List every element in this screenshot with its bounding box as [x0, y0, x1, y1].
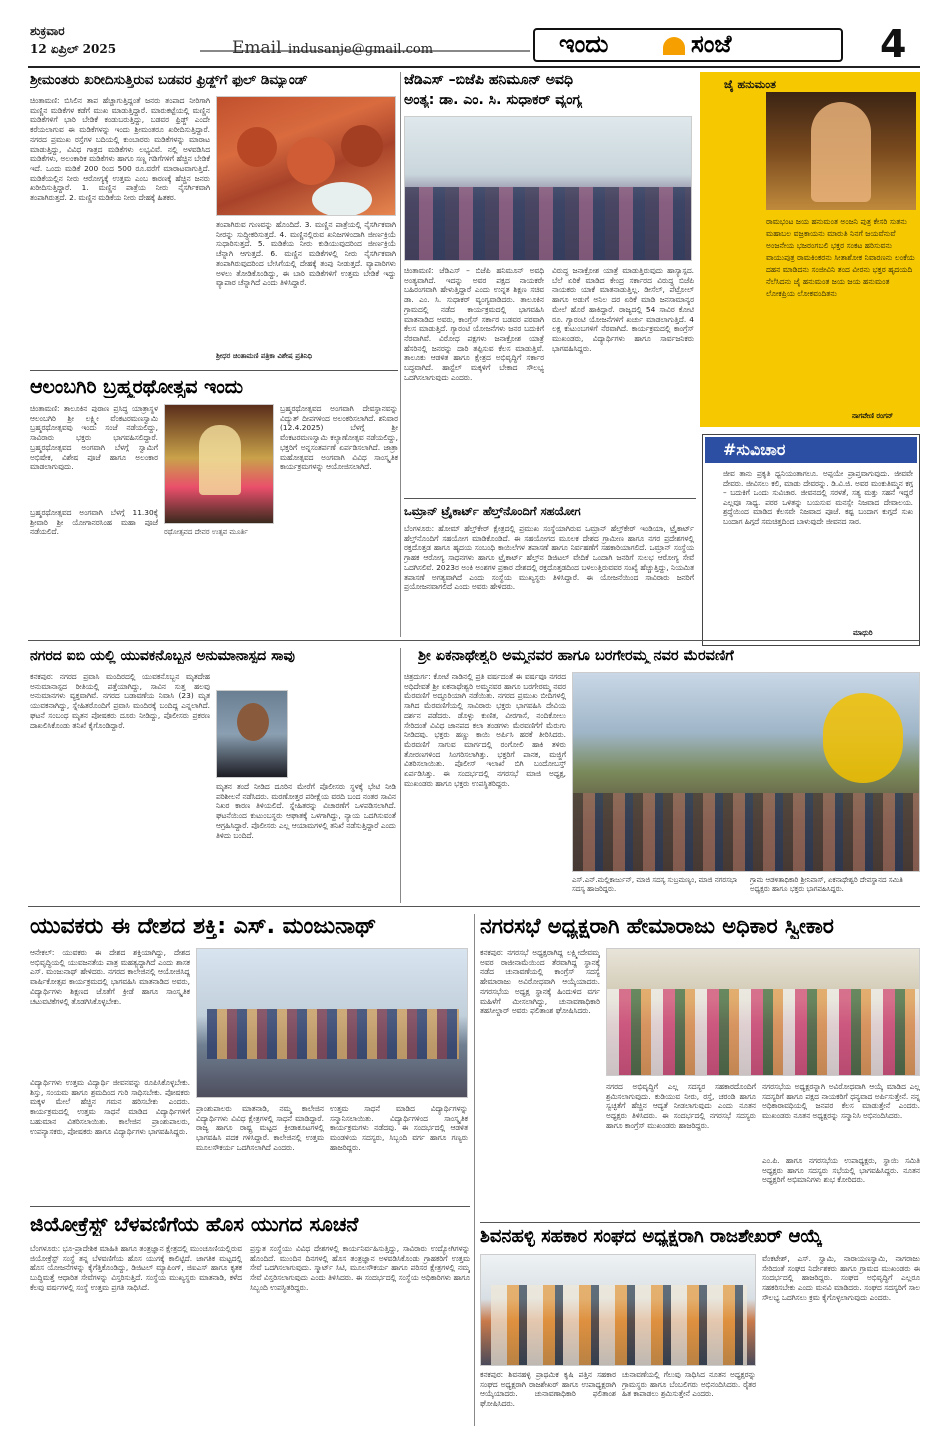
hanuman-author: ನಾಗವೇಣಿ ರಂಗನ್	[852, 412, 894, 420]
newspaper-logo	[533, 28, 843, 62]
article-alambagiri-body1: ಚಿಂತಾಮಣಿ: ತಾಲೂಕಿನ ಪುರಾಣ ಪ್ರಸಿದ್ಧ ಯಾತ್ರಾಸ್ಥಳ ಆಲಂಬಗಿರಿ ಶ್ರೀ ಲಕ್ಷ್ಮೀ ವೆಂಕಟರಮಣಸ್ವಾಮಿ ಬ್ರಹ್ಮರಥೋತ್ಸವವು ಇಂದು ಸಂಜೆ ನಡೆಯಲಿದ್ದು, ಸಾವಿರಾರು ಭಕ್ತರು ಭಾಗವಹಿಸಲಿದ್ದಾರೆ. ಬ್ರಹ್ಮರಥೋತ್ಸವದ ಅಂಗವಾಗಿ ಬೆಳಗ್ಗೆ ಸ್ವಾಮಿಗೆ ಅಭಿಷೇಕ, ವಿಶೇಷ ಪೂಜೆ ಹಾಗೂ ಅಲಂಕಾರ ಮಾಡಲಾಗುವುದು.	[30, 404, 158, 472]
article-jio-body2: ಪ್ರಸ್ತುತ ಸಂಸ್ಥೆಯು ವಿವಿಧ ದೇಶಗಳಲ್ಲಿ ಕಾರ್ಯನಿರ್ವಹಿಸುತ್ತಿದ್ದು, ಸಾವಿರಾರು ಉದ್ಯೋಗಿಗಳನ್ನು ಹೊಂದಿದೆ. ಮುಂದಿನ ದಿನಗಳಲ್ಲಿ ಹೊಸ ತಂತ್ರಜ್ಞಾನ ಅಳವಡಿಸಿಕೊಂಡು ಗ್ರಾಹಕರಿಗೆ ಉತ್ತಮ ಸೇವೆ ಒದಗಿಸಲಾಗುವುದು. ಸ್ಮಾರ್ಟ್ ಸಿಟಿ, ಮೂಲಸೌಕರ್ಯ ಹಾಗೂ ಪರಿಸರ ಕ್ಷೇತ್ರಗಳಲ್ಲಿ ನಮ್ಮ ಸೇವೆ ವಿಸ್ತರಿಸಲಾಗುವುದು ಎಂದು ತಿಳಿಸಿದರು. ಈ ಸಂದರ್ಭದಲ್ಲಿ ಸಂಸ್ಥೆಯ ಅಧಿಕಾರಿಗಳು ಹಾಗೂ ಸಿಬ್ಬಂದಿ ಉಪಸ್ಥಿತರಿದ್ದರು.	[250, 1244, 470, 1292]
suvichara-box	[702, 434, 920, 646]
photo-jds-group	[404, 116, 692, 261]
hanuman-figure	[811, 102, 871, 202]
article-fridge-body2: ತಂಪಾಗಿರುವ ಗುಣವನ್ನು ಹೊಂದಿದೆ. 3. ಮಣ್ಣಿನ ಪಾತ್ರೆಯಲ್ಲಿ ನೈಸರ್ಗಿಕವಾಗಿ ನೀರನ್ನು ಸುದ್ಧೀಕರಿಸುತ್ತದೆ. 4. ಮಣ್ಣಿನಲ್ಲಿರುವ ಖನಿಜಗಳಿಂದಾಗಿ ಜೀರ್ಣಕ್ರಿಯೆ ಸುಧಾರಿಸುತ್ತದೆ. 5. ಮಡಿಕೆಯ ನೀರು ಕುಡಿಯುವುದರಿಂದ ಜೀರ್ಣಕ್ರಿಯೆ ಚೆನ್ನಾಗಿ ಆಗುತ್ತದೆ. 6. ಮಣ್ಣಿನ ಮಡಿಕೆಗಳಲ್ಲಿ ನೀರು ನೈಸರ್ಗಿಕವಾಗಿ ತಂಪಾಗಿರುವುದರಿಂದ ಬೇಸಿಗೆಯಲ್ಲಿ ದೇಹಕ್ಕೆ ತಂಪು ನೀಡುತ್ತದೆ. ವ್ಯಾಪಾರಿಗಳು ಅಳಲು ತೋಡಿಕೊಂಡಿದ್ದು, ಈ ಬಾರಿ ಮಡಿಕೆಗಳಿಗೆ ಉತ್ತಮ ಬೇಡಿಕೆ ಇದ್ದು ವ್ಯಾಪಾರ ಚೆನ್ನಾಗಿದೆ ಎಂದು ತಿಳಿಸಿದ್ದಾರೆ.	[216, 220, 396, 288]
article-council-body3: ನಗರಸಭೆಯ ಅಧ್ಯಕ್ಷರನ್ನಾಗಿ ಅವಿರೋಧವಾಗಿ ಆಯ್ಕೆ ಮಾಡಿದ ಎಲ್ಲ ಸದಸ್ಯರಿಗೆ ಹಾಗೂ ಪಕ್ಷದ ನಾಯಕರಿಗೆ ಧನ್ಯವಾದ ಅರ್ಪಿಸುತ್ತೇನೆ. ನನ್ನ ಅಧಿಕಾರಾವಧಿಯಲ್ಲಿ ಜನಪರ ಕೆಲಸ ಮಾಡುತ್ತೇನೆ ಎಂದರು. ಮುಖಂಡರು ನೂತನ ಅಧ್ಯಕ್ಷರನ್ನು ಸನ್ಮಾನಿಸಿ ಅಭಿನಂದಿಸಿದರು.	[762, 1082, 920, 1121]
suvichara-title: #ಸುವಿಚಾರ	[723, 440, 786, 459]
row-rule	[480, 1222, 920, 1223]
article-council-body2: ನಗರದ ಅಭಿವೃದ್ಧಿಗೆ ಎಲ್ಲ ಸದಸ್ಯರ ಸಹಕಾರದೊಂದಿಗೆ ಶ್ರಮಿಸಲಾಗುವುದು. ಕುಡಿಯುವ ನೀರು, ರಸ್ತೆ, ಚರಂಡಿ ಹಾಗೂ ಸ್ವಚ್ಛತೆಗೆ ಹೆಚ್ಚಿನ ಆದ್ಯತೆ ನೀಡಲಾಗುವುದು ಎಂದು ನೂತನ ಅಧ್ಯಕ್ಷರು ತಿಳಿಸಿದರು. ಈ ಸಂದರ್ಭದಲ್ಲಿ ನಗರಸಭೆ ಸದಸ್ಯರು ಹಾಗೂ ಕಾಂಗ್ರೆಸ್ ಮುಖಂಡರು ಹಾಜರಿದ್ದರು.	[606, 1082, 756, 1130]
hanuman-title: ಜೈ ಹನುಮಂತ	[724, 78, 776, 91]
article-coop-body3: ವೆಂಕಟೇಶ್, ಎಸ್. ಸ್ವಾಮಿ, ನಾರಾಯಣಸ್ವಾಮಿ, ನಾಗರಾಜು ಸೇರಿದಂತೆ ಸಂಘದ ನಿರ್ದೇಶಕರು ಹಾಗೂ ಗ್ರಾಮದ ಮುಖಂಡರು ಈ ಸಂದರ್ಭದಲ್ಲಿ ಹಾಜರಿದ್ದರು. ಸಂಘದ ಅಭಿವೃದ್ಧಿಗೆ ಎಲ್ಲರೂ ಸಹಕರಿಸಬೇಕು ಎಂದು ಮನವಿ ಮಾಡಿದರು. ಸಂಘದ ಸದಸ್ಯರಿಗೆ ಸಾಲ ಸೌಲಭ್ಯ ಒದಗಿಸಲು ಕ್ರಮ ಕೈಗೊಳ್ಳಲಾಗುವುದು ಎಂದರು.	[762, 1254, 920, 1302]
article-jds-body2: ವಿರುದ್ಧ ಜನಾಕ್ರೋಶ ಯಾತ್ರೆ ಮಾಡುತ್ತಿರುವುದು ಹಾಸ್ಯಾಸ್ಪದ. ಬೆಲೆ ಏರಿಕೆ ಮಾಡಿದ ಕೇಂದ್ರ ಸರ್ಕಾರದ ವಿರುದ್ಧ ಬಿಜೆಪಿ ನಾಯಕರು ಯಾಕೆ ಮಾತನಾಡುತ್ತಿಲ್ಲ. ಡೀಸೆಲ್, ಪೆಟ್ರೋಲ್ ಹಾಗೂ ಅಡುಗೆ ಅನಿಲ ದರ ಏರಿಕೆ ಮಾಡಿ ಜನಸಾಮಾನ್ಯರ ಮೇಲೆ ಹೊರೆ ಹಾಕಿದ್ದಾರೆ. ರಾಜ್ಯದಲ್ಲಿ 54 ಸಾವಿರ ಕೋಟಿ ರೂ. ಗ್ಯಾರಂಟಿ ಯೋಜನೆಗಳಿಗೆ ಖರ್ಚು ಮಾಡಲಾಗುತ್ತಿದೆ. 4 ಲಕ್ಷ ಕುಟುಂಬಗಳಿಗೆ ನೆರವಾಗಿದೆ. ಕಾರ್ಯಕ್ರಮದಲ್ಲಿ ಕಾಂಗ್ರೆಸ್ ಮುಖಂಡರು, ವಿದ್ಯಾರ್ಥಿಗಳು ಹಾಗೂ ಸಾರ್ವಜನಿಕರು ಭಾಗವಹಿಸಿದ್ದರು.	[552, 266, 694, 353]
photo-deity	[164, 404, 274, 524]
hanuman-poem: ರಾಮಭಂಟ ಜಯ ಹನುಮಂತ ಅಂಜನಿ ಪುತ್ರ ಕೇಸರಿ ಸುತನು ಮಹಾಬಲ ವಜ್ರಕಾಯನು ಮಾರುತಿ ನಿನಗೆ ಜಯವೆನುವೆ ಅಂಜನೇಯ ಭಜರಂಗಬಲಿ ಭಕ್ತರ ಸಂಕಟ ಹರಿಸುವನು ವಾಯುಪುತ್ರ ರಾಮಕಿಂಕರನು ಸೀತಾಶೋಕ ನಿವಾರಣನು ಲಂಕೆಯ ದಹನ ಮಾಡಿದನು ಸಂಜೀವಿನಿ ತಂದ ವೀರನು ಭಕ್ತರ ಹೃದಯದಿ ನೆಲೆಸಿದನು ಜೈ ಹನುಮಂತ ಜಯ ಜಯ ಹನುಮಂತ ಲೋಕಪ್ರಿಯ ಲೋಕವಂದಿತನು	[766, 217, 915, 298]
masthead	[0, 0, 945, 66]
article-council-body4: ಎಂ.ಪಿ. ಹಾಗೂ ನಗರಸಭೆಯ ಉಪಾಧ್ಯಕ್ಷರು, ಸ್ಥಾಯಿ ಸಮಿತಿ ಅಧ್ಯಕ್ಷರು ಹಾಗೂ ಸದಸ್ಯರು ಸಭೆಯಲ್ಲಿ ಭಾಗವಹಿಸಿದ್ದರು. ನೂತನ ಅಧ್ಯಕ್ಷರಿಗೆ ಅಭಿಮಾನಿಗಳು ಶುಭ ಕೋರಿದರು.	[762, 1156, 920, 1185]
headline-jds-1: ಜೆಡಿಎಸ್ –ಬಿಜೆಪಿ ಹನಿಮೂನ್ ಅವಧಿ	[404, 72, 574, 88]
crowd-shape	[573, 793, 920, 872]
headline-alambagiri: ಆಲಂಬಗಿರಿ ಬ್ರಹ್ಮರಥೋತ್ಸವ ಇಂದು	[30, 376, 244, 398]
article-youth-body3: ಪ್ರಾಂಶುಪಾಲರು ಮಾತನಾಡಿ, ನಮ್ಮ ಕಾಲೇಜಿನ ವಿದ್ಯಾರ್ಥಿಗಳು ವಿವಿಧ ಕ್ಷೇತ್ರಗಳಲ್ಲಿ ಸಾಧನೆ ಮಾಡಿದ್ದಾರೆ. ರಾಜ್ಯ ಹಾಗೂ ರಾಷ್ಟ್ರ ಮಟ್ಟದ ಕ್ರೀಡಾಕೂಟಗಳಲ್ಲಿ ಭಾಗವಹಿಸಿ ಪದಕ ಗಳಿಸಿದ್ದಾರೆ. ಕಾಲೇಜಿನಲ್ಲಿ ಉತ್ತಮ ಮೂಲಸೌಕರ್ಯ ಒದಗಿಸಲಾಗಿದೆ ಎಂದರು.	[196, 1104, 324, 1152]
article-youth-body1: ಆನೇಕಲ್: ಯುವಕರು ಈ ದೇಶದ ಶಕ್ತಿಯಾಗಿದ್ದು, ದೇಶದ ಅಭಿವೃದ್ಧಿಯಲ್ಲಿ ಯುವಜನತೆಯ ಪಾತ್ರ ಮಹತ್ವದ್ದಾಗಿದೆ ಎಂದು ಶಾಸಕ ಎಸ್. ಮಂಜುನಾಥ್ ಹೇಳಿದರು. ನಗರದ ಕಾಲೇಜಿನಲ್ಲಿ ಆಯೋಜಿಸಿದ್ದ ವಾರ್ಷಿಕೋತ್ಸವ ಕಾರ್ಯಕ್ರಮದಲ್ಲಿ ಭಾಗವಹಿಸಿ ಮಾತನಾಡಿದ ಅವರು, ವಿದ್ಯಾರ್ಥಿಗಳು ಶಿಕ್ಷಣದ ಜೊತೆಗೆ ಕ್ರೀಡೆ ಹಾಗೂ ಸಾಂಸ್ಕೃತಿಕ ಚಟುವಟಿಕೆಗಳಲ್ಲಿ ತೊಡಗಿಸಿಕೊಳ್ಳಬೇಕು.	[30, 948, 190, 1006]
masthead-day: ಶುಕ್ರವಾರ	[30, 24, 65, 38]
masthead-date: 12 ಏಪ್ರಿಲ್ 2025	[30, 42, 117, 56]
article-alambagiri-body2: ಬ್ರಹ್ಮರಥೋತ್ಸವದ ಅಂಗವಾಗಿ ಬೆಳಗ್ಗೆ 11.30ಕ್ಕೆ ಶ್ರೀವಾರಿ ಶ್ರೀ ಯೋಗಾನರಸಿಂಹ ಮಹಾ ಪೂಜೆ ನಡೆಯಲಿದೆ.	[30, 508, 158, 537]
suvichara-body: ಜೀವ ತಾನು ಪ್ರಕೃತಿ ಧ್ವನಿಯಂತಾಗಲೂ. ಅಪ್ಪಯೇ ಪ್ರಾಪ್ತವಾಗುವುದು. ಜೀವವೇ ದೇವರು. ಜೀವಿಸಲು ಕಲಿ, ಮಾಡು ದೇವರನ್ನು. ಡಿ.ವಿ.ಜಿ. ಅವರ ಮಂಕುತಿಮ್ಮನ ಕಗ್ಗ – ಬದುಕಿಗೆ ಒಂದು ಸುವಿಚಾರ. ಜೀವನದಲ್ಲಿ ಸರಳತೆ, ಸತ್ಯ ಮತ್ತು ಸಹನೆ ಇದ್ದರೆ ಎಲ್ಲವೂ ಸಾಧ್ಯ. ಪರರ ಒಳಿತನ್ನು ಬಯಸುವ ಮನಸ್ಸೇ ನಿಜವಾದ ದೇವಾಲಯ. ಶ್ರದ್ಧೆಯಿಂದ ಮಾಡಿದ ಕೆಲಸವೇ ನಿಜವಾದ ಪೂಜೆ. ಕಷ್ಟ ಬಂದಾಗ ಕುಗ್ಗದೆ ಸುಖ ಬಂದಾಗ ಹಿಗ್ಗದೆ ಸಮಚಿತ್ತದಿಂದ ಬಾಳುವುದೇ ಜೀವನದ ಸಾರ.	[723, 469, 913, 526]
article-jds-body1: ಚಿಂತಾಮಣಿ: ಜೆಡಿಎಸ್ – ಬಿಜೆಪಿ ಹನಿಮೂನ್ ಅವಧಿ ಅಂತ್ಯವಾಗಿದೆ. ಇದನ್ನು ಅವರ ಪಕ್ಷದ ನಾಯಕರೇ ಬಹಿರಂಗವಾಗಿ ಹೇಳುತ್ತಿದ್ದಾರೆ ಎಂದು ಉನ್ನತ ಶಿಕ್ಷಣ ಸಚಿವ ಡಾ. ಎಂ. ಸಿ. ಸುಧಾಕರ್ ವ್ಯಂಗ್ಯವಾಡಿದರು. ತಾಲೂಕಿನ ಗ್ರಾಮದಲ್ಲಿ ನಡೆದ ಕಾರ್ಯಕ್ರಮದಲ್ಲಿ ಭಾಗವಹಿಸಿ ಮಾತನಾಡಿದ ಅವರು, ಕಾಂಗ್ರೆಸ್ ಸರ್ಕಾರ ಬಡವರ ಪರವಾಗಿ ಕೆಲಸ ಮಾಡುತ್ತಿದೆ. ಗ್ಯಾರಂಟಿ ಯೋಜನೆಗಳು ಜನರ ಬದುಕಿಗೆ ನೆರವಾಗಿವೆ. ವಿರೋಧ ಪಕ್ಷಗಳು ಜನಾಕ್ರೋಶ ಯಾತ್ರೆ ಹೆಸರಿನಲ್ಲಿ ಜನರನ್ನು ದಾರಿ ತಪ್ಪಿಸುವ ಕೆಲಸ ಮಾಡುತ್ತಿವೆ. ತಾಲೂಕು ಆಡಳಿತ ಹಾಗೂ ಕ್ಷೇತ್ರದ ಅಭಿವೃದ್ಧಿಗೆ ಸರ್ಕಾರ ಬದ್ಧವಾಗಿದೆ. ಹಾಸ್ಟೆಲ್ ಮಕ್ಕಳಿಗೆ ಬೇಕಾದ ಸೌಲಭ್ಯ ಒದಗಿಸಲಾಗುವುದು ಎಂದರು.	[404, 266, 544, 382]
alambagiri-caption: ರಥೋತ್ಸವದ ದೇವರ ಉತ್ಸವ ಮೂರ್ತಿ	[164, 528, 248, 536]
row-rule	[30, 370, 398, 371]
headline-festival: ಶ್ರೀ ಏಕನಾಥೇಶ್ವರಿ ಅಮ್ಮನವರ ಹಾಗೂ ಬರಗೇರಮ್ಮ ನವರ ಮೆರವಣಿಗೆ	[418, 648, 734, 664]
article-death-body2: ಮೃತನ ತಂದೆ ನೀಡಿದ ದೂರಿನ ಮೇರೆಗೆ ಪೊಲೀಸರು ಸ್ಥಳಕ್ಕೆ ಭೇಟಿ ನೀಡಿ ಪರಿಶೀಲನೆ ನಡೆಸಿದರು. ಮರಣೋತ್ತರ ಪರೀಕ್ಷೆಯ ವರದಿ ಬಂದ ನಂತರ ಸಾವಿನ ನಿಖರ ಕಾರಣ ತಿಳಿಯಲಿದೆ. ಸ್ನೇಹಿತರನ್ನು ವಿಚಾರಣೆಗೆ ಒಳಪಡಿಸಲಾಗಿದೆ. ಘಟನೆಯಿಂದ ಕುಟುಂಬಸ್ಥರು ಆಘಾತಕ್ಕೆ ಒಳಗಾಗಿದ್ದು, ನ್ಯಾಯ ಒದಗಿಸುವಂತೆ ಆಗ್ರಹಿಸಿದ್ದಾರೆ. ಪೊಲೀಸರು ಎಲ್ಲ ಆಯಾಮಗಳಲ್ಲಿ ತನಿಖೆ ನಡೆಸುತ್ತಿದ್ದಾರೆ ಎಂದು ತಿಳಿದು ಬಂದಿದೆ.	[216, 782, 396, 840]
pot-shape	[237, 127, 277, 167]
section-rule	[28, 640, 920, 641]
headline-death: ನಗರದ ಐಬಿ ಯಲ್ಲಿ ಯುವಕನೊಬ್ಬನ ಅನುಮಾನಾಸ್ಪದ ಸಾವು	[30, 648, 295, 664]
pot-shape	[312, 182, 372, 216]
article-council-body1: ಕನಕಪುರ: ನಗರಸಭೆ ಅಧ್ಯಕ್ಷರಾಗಿದ್ದ ಲಕ್ಷ್ಮೀದೇವಮ್ಮ ಅವರ ರಾಜೀನಾಮೆಯಿಂದ ತೆರವಾಗಿದ್ದ ಸ್ಥಾನಕ್ಕೆ ನಡೆದ ಚುನಾವಣೆಯಲ್ಲಿ ಕಾಂಗ್ರೆಸ್ ಸದಸ್ಯೆ ಹೇಮಾರಾಜು ಅವಿರೋಧವಾಗಿ ಆಯ್ಕೆಯಾದರು. ನಗರಸಭೆಯ ಅಧ್ಯಕ್ಷ ಸ್ಥಾನಕ್ಕೆ ಹಿಂದುಳಿದ ವರ್ಗ ಮಹಿಳೆಗೆ ಮೀಸಲಾಗಿದ್ದು, ಚುನಾವಣಾಧಿಕಾರಿ ತಹಸೀಲ್ದಾರ್ ಅವರು ಫಲಿತಾಂಶ ಘೋಷಿಸಿದರು.	[480, 948, 600, 1016]
hanuman-panel	[700, 72, 920, 427]
festival-caption-2: ಗ್ರಾಮ ಆಡಳಿತಾಧಿಕಾರಿ ಶ್ರೀನಿವಾಸ್, ಏಕನಾಥೇಶ್ವರಿ ದೇವಸ್ಥಾನದ ಸಮಿತಿ ಅಧ್ಯಕ್ಷರು ಹಾಗೂ ಭಕ್ತರು ಭಾಗವಹಿಸಿದ್ದರು.	[750, 876, 903, 893]
headline-jds-2: ಅಂತ್ಯ: ಡಾ. ಎಂ. ಸಿ. ಸುಧಾಕರ್ ವ್ಯಂಗ್ಯ	[404, 92, 582, 108]
page-number: 4	[880, 22, 907, 66]
column-rule	[400, 648, 401, 903]
crowd-shape	[607, 989, 920, 1076]
article-youth-body4: ಉತ್ತಮ ಸಾಧನೆ ಮಾಡಿದ ವಿದ್ಯಾರ್ಥಿಗಳನ್ನು ಸನ್ಮಾನಿಸಲಾಯಿತು. ವಿದ್ಯಾರ್ಥಿಗಳಿಂದ ಸಾಂಸ್ಕೃತಿಕ ಕಾರ್ಯಕ್ರಮಗಳು ನಡೆದವು. ಈ ಸಂದರ್ಭದಲ್ಲಿ ಆಡಳಿತ ಮಂಡಳಿಯ ಸದಸ್ಯರು, ಸಿಬ್ಬಂದಿ ವರ್ಗ ಹಾಗೂ ಗಣ್ಯರು ಹಾಜರಿದ್ದರು.	[330, 1104, 468, 1152]
pot-shape	[287, 137, 335, 185]
crowd-shape	[405, 187, 692, 261]
deity-figure	[199, 425, 241, 495]
article-coop-body1: ಕನಕಪುರ: ಶಿವನಹಳ್ಳಿ ಪ್ರಾಥಮಿಕ ಕೃಷಿ ಪತ್ತಿನ ಸಹಕಾರ ಸಂಘದ ಅಧ್ಯಕ್ಷರಾಗಿ ರಾಜಶೇಖರ್ ಹಾಗೂ ಉಪಾಧ್ಯಕ್ಷರಾಗಿ ಆಯ್ಕೆಯಾದರು. ಚುನಾವಣಾಧಿಕಾರಿ ಫಲಿತಾಂಶ ಘೋಷಿಸಿದರು.	[480, 1370, 616, 1409]
logo-text-left: ಇಂದು	[559, 30, 609, 58]
article-omron-body: ಬೆಂಗಳೂರು: ಹೋಮ್ ಹೆಲ್ತ್‌ಕೇರ್ ಕ್ಷೇತ್ರದಲ್ಲಿ ಪ್ರಮುಖ ಸಂಸ್ಥೆಯಾಗಿರುವ ಒಮ್ರಾನ್ ಹೆಲ್ತ್‌ಕೇರ್ ಇಂಡಿಯಾ, ಟ್ರೈಕಾರ್ಟ್ ಹೆಲ್ತ್‌ನೊಂದಿಗೆ ಸಹಯೋಗ ಮಾಡಿಕೊಂಡಿದೆ. ಈ ಸಹಯೋಗದ ಮೂಲಕ ದೇಶದ ಗ್ರಾಮೀಣ ಹಾಗೂ ನಗರ ಪ್ರದೇಶಗಳಲ್ಲಿ ರಕ್ತದೊತ್ತಡ ಹಾಗೂ ಹೃದಯ ಸಂಬಂಧಿ ಕಾಯಿಲೆಗಳ ತಪಾಸಣೆ ಹಾಗೂ ನಿರ್ವಹಣೆಗೆ ಸಹಕಾರಿಯಾಗಲಿದೆ. ಒಮ್ರಾನ್ ಸಂಸ್ಥೆಯ ಗ್ರಾಹಕ ಆರೋಗ್ಯ ಸಾಧನಗಳು ಹಾಗೂ ಟ್ರೈಕಾರ್ಟ್ ಹೆಲ್ತ್‌ನ ಡಿಜಿಟಲ್ ವೇದಿಕೆ ಒಂದಾಗಿ ಜನರಿಗೆ ಸುಲಭ ಆರೋಗ್ಯ ಸೇವೆ ಒದಗಿಸಲಿವೆ. 2023ರ ಅಂಕಿ ಅಂಶಗಳ ಪ್ರಕಾರ ದೇಶದಲ್ಲಿ ರಕ್ತದೊತ್ತಡದಿಂದ ಬಳಲುತ್ತಿರುವವರ ಸಂಖ್ಯೆ ಹೆಚ್ಚುತ್ತಿದ್ದು, ನಿಯಮಿತ ತಪಾಸಣೆ ಅಗತ್ಯವಾಗಿದೆ ಎಂದು ಸಂಸ್ಥೆಯ ಮುಖ್ಯಸ್ಥರು ತಿಳಿಸಿದ್ದಾರೆ. ಈ ಯೋಜನೆಯಿಂದ ಸಾವಿರಾರು ಜನರಿಗೆ ಪ್ರಯೋಜನವಾಗಲಿದೆ ಎಂದು ಅವರು ಹೇಳಿದರು.	[404, 524, 694, 592]
section-rule	[28, 906, 920, 907]
headline-council: ನಗರಸಭೆ ಅಧ್ಯಕ್ಷರಾಗಿ ಹೇಮಾರಾಜು ಅಧಿಕಾರ ಸ್ವೀಕಾರ	[480, 914, 834, 938]
article-fridge-body1: ಚಿಂತಾಮಣಿ: ಬಿಸಿಲಿನ ತಾಪ ಹೆಚ್ಚಾಗುತ್ತಿದ್ದಂತೆ ಜನರು ತಂಪಾದ ನೀರಿಗಾಗಿ ಮಣ್ಣಿನ ಮಡಿಕೆಗಳ ಕಡೆಗೆ ಮುಖ ಮಾಡುತ್ತಿದ್ದಾರೆ. ಮಾರುಕಟ್ಟೆಯಲ್ಲಿ ಮಣ್ಣಿನ ಮಡಿಕೆಗಳಿಗೆ ಭಾರಿ ಬೇಡಿಕೆ ಕಂಡುಬರುತ್ತಿದ್ದು, ಬಡವರ ಫ್ರಿಡ್ಜ್ ಎಂದೇ ಕರೆಯಲಾಗುವ ಈ ಮಡಿಕೆಗಳನ್ನು ಇಂದು ಶ್ರೀಮಂತರೂ ಖರೀದಿಸುತ್ತಿದ್ದಾರೆ. ನಗರದ ಪ್ರಮುಖ ರಸ್ತೆಗಳ ಬದಿಯಲ್ಲಿ ಕುಂಬಾರರು ಮಡಿಕೆಗಳನ್ನು ಮಾರಾಟ ಮಾಡುತ್ತಿದ್ದು, ವಿವಿಧ ಗಾತ್ರದ ಮಡಿಕೆಗಳು ಲಭ್ಯವಿವೆ. ನಲ್ಲಿ ಅಳವಡಿಸಿದ ಮಡಿಕೆಗಳು, ಅಲಂಕಾರಿಕ ಮಡಿಕೆಗಳು ಹಾಗೂ ಸಣ್ಣ ಗಡಿಗೆಗಳಿಗೆ ಹೆಚ್ಚಿನ ಬೇಡಿಕೆ ಇದೆ. ಒಂದು ಮಡಿಕೆ 200 ರಿಂದ 500 ರೂ.ವರೆಗೆ ಮಾರಾಟವಾಗುತ್ತಿದೆ. ಮಡಿಕೆಯಲ್ಲಿನ ನೀರು ಆರೋಗ್ಯಕ್ಕೆ ಉತ್ತಮ ಎಂಬ ಕಾರಣಕ್ಕೆ ಹೆಚ್ಚಿನ ಜನರು ಖರೀದಿಸುತ್ತಿದ್ದಾರೆ. 1. ಮಣ್ಣಿನ ಪಾತ್ರೆಯ ನೀರು ನೈಸರ್ಗಿಕವಾಗಿ ತಂಪಾಗಿರುತ್ತದೆ. 2. ಮಣ್ಣಿನ ಮಡಿಕೆಯ ನೀರು ದೇಹಕ್ಕೆ ಹಿತಕರ.	[30, 96, 210, 203]
row-rule	[404, 498, 696, 499]
hanuman-box	[700, 72, 920, 637]
festival-caption-1: ಎಸ್.ಎನ್.ಮಲ್ಲಿಕಾರ್ಜುನ್, ಮಾಜಿ ಸದಸ್ಯ ಸುಬ್ರಮಣ್ಯಂ, ಮಾಜಿ ನಗರಸಭಾ ಸದಸ್ಯ ಹಾಜರಿದ್ದರು.	[572, 876, 738, 893]
email-address[interactable]: indusanje@gmail.com	[288, 42, 434, 57]
sun-icon	[663, 37, 685, 55]
photo-council	[606, 948, 920, 1076]
photo-clay-pots	[216, 96, 396, 216]
article-youth-body2: ವಿದ್ಯಾರ್ಥಿಗಳು ಉತ್ತಮ ವಿದ್ಯಾರ್ಥಿ ಜೀವನವನ್ನು ರೂಪಿಸಿಕೊಳ್ಳಬೇಕು. ಶಿಸ್ತು, ಸಂಯಮ ಹಾಗೂ ಶ್ರಮದಿಂದ ಗುರಿ ಸಾಧಿಸಬೇಕು. ಪೋಷಕರು ಮಕ್ಕಳ ಮೇಲೆ ಹೆಚ್ಚಿನ ಗಮನ ಹರಿಸಬೇಕು ಎಂದರು. ಕಾರ್ಯಕ್ರಮದಲ್ಲಿ ಉತ್ತಮ ಸಾಧನೆ ಮಾಡಿದ ವಿದ್ಯಾರ್ಥಿಗಳಿಗೆ ಬಹುಮಾನ ವಿತರಿಸಲಾಯಿತು. ಕಾಲೇಜಿನ ಪ್ರಾಂಶುಪಾಲರು, ಉಪನ್ಯಾಸಕರು, ಪೋಷಕರು ಹಾಗೂ ವಿದ್ಯಾರ್ಥಿಗಳು ಭಾಗವಹಿಸಿದ್ದರು.	[30, 1078, 190, 1136]
hanuman-image	[766, 92, 916, 210]
article-coop-body2: ಚುನಾವಣೆಯಲ್ಲಿ ಗೆಲುವು ಸಾಧಿಸಿದ ನೂತನ ಅಧ್ಯಕ್ಷರನ್ನು ಗ್ರಾಮಸ್ಥರು ಹಾಗೂ ಬೆಂಬಲಿಗರು ಅಭಿನಂದಿಸಿದರು. ರೈತರ ಹಿತ ಕಾಪಾಡಲು ಶ್ರಮಿಸುತ್ತೇನೆ ಎಂದರು.	[622, 1370, 756, 1399]
masthead-rule	[28, 66, 920, 68]
article-alambagiri-body3: ಬ್ರಹ್ಮರಥೋತ್ಸವದ ಅಂಗವಾಗಿ ದೇವಸ್ಥಾನವನ್ನು ವಿದ್ಯುತ್ ದೀಪಗಳಿಂದ ಅಲಂಕರಿಸಲಾಗಿದೆ. ಶನಿವಾರ (12.4.2025) ಬೆಳಗ್ಗೆ ಶ್ರೀ ವೆಂಕಟರಮಣಸ್ವಾಮಿ ಕಲ್ಯಾಣೋತ್ಸವ ನಡೆಯಲಿದ್ದು, ಭಕ್ತರಿಗೆ ಅನ್ನಸಂತರ್ಪಣೆ ಏರ್ಪಡಿಸಲಾಗಿದೆ. ಜಾತ್ರಾ ಮಹೋತ್ಸವದ ಅಂಗವಾಗಿ ವಿವಿಧ ಸಾಂಸ್ಕೃತಿಕ ಕಾರ್ಯಕ್ರಮಗಳನ್ನು ಆಯೋಜಿಸಲಾಗಿದೆ.	[280, 404, 398, 472]
headline-youth: ಯುವಕರು ಈ ದೇಶದ ಶಕ್ತಿ: ಎಸ್. ಮಂಜುನಾಥ್	[30, 914, 377, 939]
column-rule	[474, 914, 475, 1426]
email-label: Email	[232, 38, 282, 58]
photo-procession	[572, 672, 920, 872]
headline-coop: ಶಿವನಹಳ್ಳಿ ಸಹಕಾರ ಸಂಘದ ಅಧ್ಯಕ್ಷರಾಗಿ ರಾಜಶೇಖರ್ ಆಯ್ಕೆ	[480, 1226, 823, 1247]
article-festival-body: ಚಿತ್ರದುರ್ಗ: ಕೋಟೆ ನಾಡಿನಲ್ಲಿ ಪ್ರತಿ ವರ್ಷದಂತೆ ಈ ವರ್ಷವೂ ನಗರದ ಅಧಿದೇವತೆ ಶ್ರೀ ಏಕನಾಥೇಶ್ವರಿ ಅಮ್ಮನವರ ಹಾಗೂ ಬರಗೇರಮ್ಮ ನವರ ಮೆರವಣಿಗೆ ಅದ್ಧೂರಿಯಾಗಿ ನಡೆಯಿತು. ನಗರದ ಪ್ರಮುಖ ಬೀದಿಗಳಲ್ಲಿ ಸಾಗಿದ ಮೆರವಣಿಗೆಯಲ್ಲಿ ಸಾವಿರಾರು ಭಕ್ತರು ಭಾಗವಹಿಸಿ ದೇವಿಯ ದರ್ಶನ ಪಡೆದರು. ಡೊಳ್ಳು ಕುಣಿತ, ವೀರಗಾಸೆ, ನಂದಿಕೋಲು ಸೇರಿದಂತೆ ವಿವಿಧ ಜಾನಪದ ಕಲಾ ತಂಡಗಳು ಮೆರವಣಿಗೆಗೆ ಮೆರುಗು ನೀಡಿದವು. ಭಕ್ತರು ಹಣ್ಣು ಕಾಯಿ ಅರ್ಪಿಸಿ ಹರಕೆ ತೀರಿಸಿದರು. ಮೆರವಣಿಗೆ ಸಾಗುವ ಮಾರ್ಗದಲ್ಲಿ ರಂಗೋಲಿ ಹಾಕಿ ತಳಿರು ತೋರಣಗಳಿಂದ ಸಿಂಗರಿಸಲಾಗಿತ್ತು. ಭಕ್ತರಿಗೆ ಪಾನಕ, ಮಜ್ಜಿಗೆ ವಿತರಿಸಲಾಯಿತು. ಪೊಲೀಸ್ ಇಲಾಖೆ ಬಿಗಿ ಬಂದೋಬಸ್ತ್ ಏರ್ಪಡಿಸಿತ್ತು. ಈ ಸಂದರ್ಭದಲ್ಲಿ ನಗರಸಭೆ ಮಾಜಿ ಅಧ್ಯಕ್ಷ, ಮುಖಂಡರು ಹಾಗೂ ಭಕ್ತರು ಉಪಸ್ಥಿತರಿದ್ದರು.	[404, 672, 566, 788]
headline-jio: ಜಿಯೋಕ್ರೆಸ್ಟ್ ಬೆಳವಣಿಗೆಯ ಹೊಸ ಯುಗದ ಸೂಚನೆ	[30, 1212, 359, 1236]
headline-omron: ಒಮ್ರಾನ್ ಟ್ರೈಕಾರ್ಟ್ ಹೆಲ್ತ್‌ನೊಂದಿಗೆ ಸಹಯೋಗ	[404, 504, 581, 518]
photo-coop	[480, 1254, 756, 1366]
article-death-body1: ಕನಕಪುರ: ನಗರದ ಪ್ರವಾಸಿ ಮಂದಿರದಲ್ಲಿ ಯುವಕನೊಬ್ಬನ ಮೃತದೇಹ ಅನುಮಾನಾಸ್ಪದ ರೀತಿಯಲ್ಲಿ ಪತ್ತೆಯಾಗಿದ್ದು, ಸಾವಿನ ಸುತ್ತ ಹಲವು ಅನುಮಾನಗಳು ವ್ಯಕ್ತವಾಗಿವೆ. ನಗರದ ಬಡಾವಣೆಯ ನಿವಾಸಿ (23) ಮೃತ ಯುವಕನಾಗಿದ್ದು, ಸ್ನೇಹಿತರೊಂದಿಗೆ ಪ್ರವಾಸಿ ಮಂದಿರಕ್ಕೆ ಬಂದಿದ್ದ ಎನ್ನಲಾಗಿದೆ. ಘಟನೆ ಸಂಬಂಧ ಮೃತನ ಪೋಷಕರು ದೂರು ನೀಡಿದ್ದು, ಪೊಲೀಸರು ಪ್ರಕರಣ ದಾಖಲಿಸಿಕೊಂಡು ತನಿಖೆ ಕೈಗೊಂಡಿದ್ದಾರೆ.	[30, 672, 210, 730]
crowd-shape	[207, 1009, 459, 1059]
pot-shape	[341, 125, 383, 167]
fridge-caption: ಶ್ರೀಧರ ಚಿಂತಾಮಣಿ ಪತ್ರಿಕಾ ವಿಶೇಷ ಪ್ರತಿನಿಧಿ	[216, 352, 313, 360]
article-jio-body1: ಬೆಂಗಳೂರು: ಭೂ-ಪ್ರಾದೇಶಿಕ ಮಾಹಿತಿ ಹಾಗೂ ತಂತ್ರಜ್ಞಾನ ಕ್ಷೇತ್ರದಲ್ಲಿ ಮುಂಚೂಣಿಯಲ್ಲಿರುವ ಜಿಯೋಕ್ರೆಸ್ಟ್ ಸಂಸ್ಥೆ ತನ್ನ ಬೆಳವಣಿಗೆಯ ಹೊಸ ಯುಗಕ್ಕೆ ಕಾಲಿಟ್ಟಿದೆ. ಜಾಗತಿಕ ಮಟ್ಟದಲ್ಲಿ ಹೊಸ ಯೋಜನೆಗಳನ್ನು ಕೈಗೆತ್ತಿಕೊಂಡಿದ್ದು, ಡಿಜಿಟಲ್ ಮ್ಯಾಪಿಂಗ್, ಜಿಐಎಸ್ ಹಾಗೂ ಕೃತಕ ಬುದ್ಧಿಮತ್ತೆ ಆಧಾರಿತ ಸೇವೆಗಳನ್ನು ವಿಸ್ತರಿಸುತ್ತಿದೆ. ಸಂಸ್ಥೆಯ ಮುಖ್ಯಸ್ಥರು ಮಾತನಾಡಿ, ಕಳೆದ ಕೆಲವು ವರ್ಷಗಳಲ್ಲಿ ಸಂಸ್ಥೆ ಉತ್ತಮ ಪ್ರಗತಿ ಸಾಧಿಸಿದೆ.	[30, 1244, 242, 1292]
crowd-shape	[491, 1285, 747, 1366]
logo-text-right: ಸಂಜೆ	[691, 30, 732, 58]
suvichara-author: ಮಾಧುರಿ	[853, 629, 873, 637]
photo-college-event	[196, 948, 468, 1098]
suvichara-title-bar	[705, 437, 917, 463]
column-rule	[400, 72, 401, 637]
row-rule	[30, 1206, 470, 1207]
headline-fridge: ಶ್ರೀಮಂತರು ಖರೀದಿಸುತ್ತಿರುವ ಬಡವರ ಫ್ರಿಡ್ಜ್‌ಗೆ ಫುಲ್ ಡಿಮ್ಯಾಂಡ್	[30, 72, 308, 88]
decoration-shape	[823, 693, 903, 783]
